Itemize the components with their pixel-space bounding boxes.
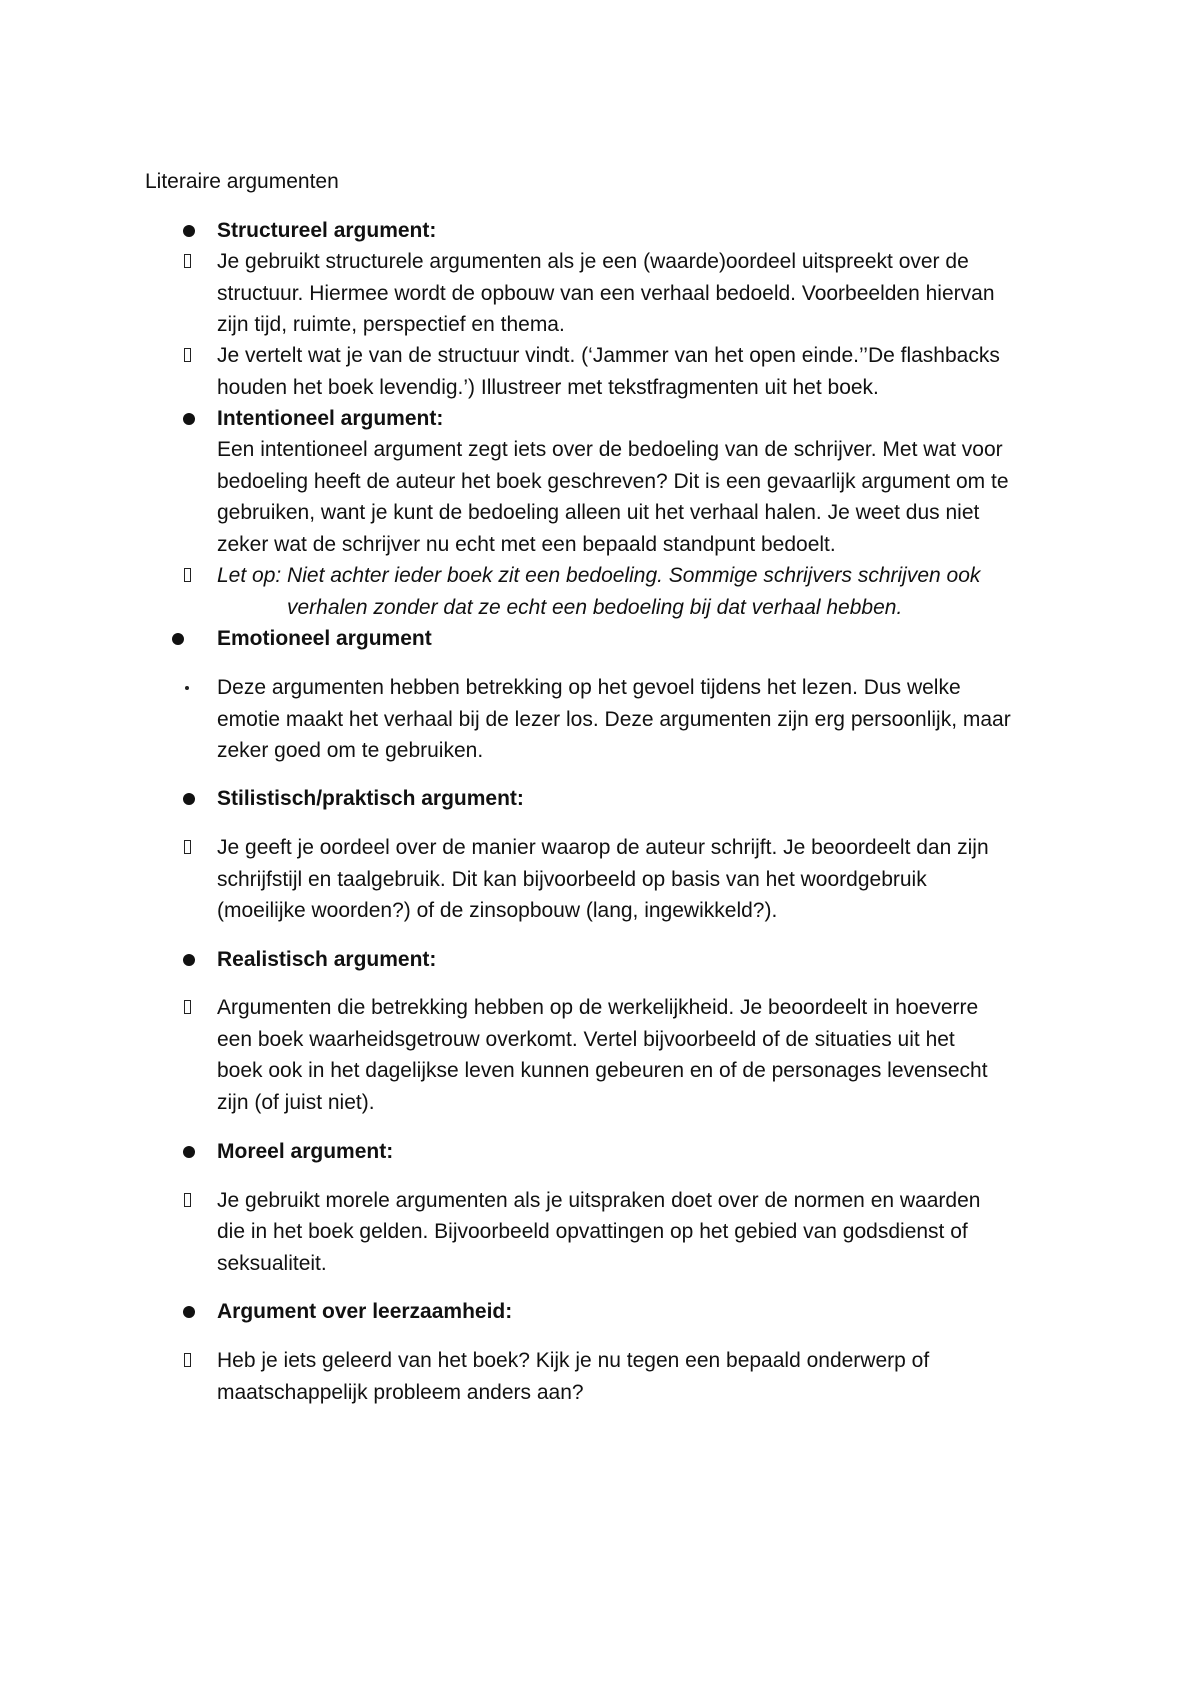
- heading-moreel: Moreel argument:: [217, 1140, 394, 1163]
- text-line: emotie maakt het verhaal bij de lezer los. Deze argumenten zijn erg persoonlijk, maar: [217, 708, 1011, 731]
- note-line: verhalen zonder dat ze echt een bedoeling bij dat verhaal hebben.: [287, 596, 903, 619]
- text-line: Je gebruikt structurele argumenten als je een (waarde)oordeel uitspreekt over de: [217, 250, 969, 273]
- text-line: Je geeft je oordeel over de manier waarop de auteur schrijft. Je beoordeelt dan zijn: [217, 836, 989, 859]
- document-title: Literaire argumenten: [145, 170, 339, 193]
- heading-realistisch: Realistisch argument:: [217, 948, 437, 971]
- text-line: een boek waarheidsgetrouw overkomt. Vertel bijvoorbeeld of de situaties uit het: [217, 1028, 955, 1051]
- bullet-dot-icon: [183, 225, 195, 237]
- text-line: zijn (of juist niet).: [217, 1091, 375, 1114]
- bullet-dot-icon: [183, 1146, 195, 1158]
- text-line: die in het boek gelden. Bijvoorbeeld opvattingen op het gebied van godsdienst of: [217, 1220, 968, 1243]
- text-line: zijn tijd, ruimte, perspectief en thema.: [217, 313, 565, 336]
- bullet-dot-icon: [183, 1306, 195, 1318]
- text-line: zeker wat de schrijver nu echt met een bepaald standpunt bedoelt.: [217, 533, 836, 556]
- text-line: Heb je iets geleerd van het boek? Kijk je nu tegen een bepaald onderwerp of: [217, 1349, 930, 1372]
- text-line: maatschappelijk probleem anders aan?: [217, 1381, 584, 1404]
- text-line: seksualiteit.: [217, 1252, 327, 1275]
- text-line: zeker goed om te gebruiken.: [217, 739, 484, 762]
- note-line: Let op: Niet achter ieder boek zit een bedoeling. Sommige schrijvers schrijven ook: [217, 564, 981, 587]
- missing-glyph-icon: [184, 1193, 191, 1207]
- missing-glyph-icon: [184, 840, 191, 854]
- heading-intentioneel: Intentioneel argument:: [217, 407, 444, 430]
- heading-emotioneel: Emotioneel argument: [217, 627, 432, 650]
- text-line: boek ook in het dagelijkse leven kunnen gebeuren en of de personages levensecht: [217, 1059, 988, 1082]
- bullet-dot-icon: [172, 633, 184, 645]
- small-bullet-icon: [185, 686, 189, 690]
- text-line: structuur. Hiermee wordt de opbouw van een verhaal bedoeld. Voorbeelden hiervan: [217, 282, 995, 305]
- bullet-dot-icon: [183, 954, 195, 966]
- text-line: Argumenten die betrekking hebben op de werkelijkheid. Je beoordeelt in hoeverre: [217, 996, 979, 1019]
- heading-structureel: Structureel argument:: [217, 219, 437, 242]
- heading-stilistisch: Stilistisch/praktisch argument:: [217, 787, 524, 810]
- text-line: (moeilijke woorden?) of de zinsopbouw (lang, ingewikkeld?).: [217, 899, 778, 922]
- missing-glyph-icon: [184, 254, 191, 268]
- missing-glyph-icon: [184, 1353, 191, 1367]
- heading-leerzaamheid: Argument over leerzaamheid:: [217, 1300, 513, 1323]
- text-line: houden het boek levendig.’) Illustreer met tekstfragmenten uit het boek.: [217, 376, 879, 399]
- text-line: Je vertelt wat je van de structuur vindt. (‘Jammer van het open einde.’’De flashbacks: [217, 344, 1000, 367]
- text-line: bedoeling heeft de auteur het boek geschreven? Dit is een gevaarlijk argument om te: [217, 470, 1009, 493]
- text-line: Je gebruikt morele argumenten als je uitspraken doet over de normen en waarden: [217, 1189, 981, 1212]
- text-line: Deze argumenten hebben betrekking op het gevoel tijdens het lezen. Dus welke: [217, 676, 961, 699]
- bullet-dot-icon: [183, 793, 195, 805]
- text-line: Een intentioneel argument zegt iets over de bedoeling van de schrijver. Met wat voor: [217, 438, 1003, 461]
- missing-glyph-icon: [184, 568, 191, 582]
- bullet-dot-icon: [183, 413, 195, 425]
- text-line: schrijfstijl en taalgebruik. Dit kan bijvoorbeeld op basis van het woordgebruik: [217, 868, 927, 891]
- text-line: gebruiken, want je kunt de bedoeling alleen uit het verhaal halen. Je weet dus niet: [217, 501, 980, 524]
- missing-glyph-icon: [184, 348, 191, 362]
- missing-glyph-icon: [184, 1000, 191, 1014]
